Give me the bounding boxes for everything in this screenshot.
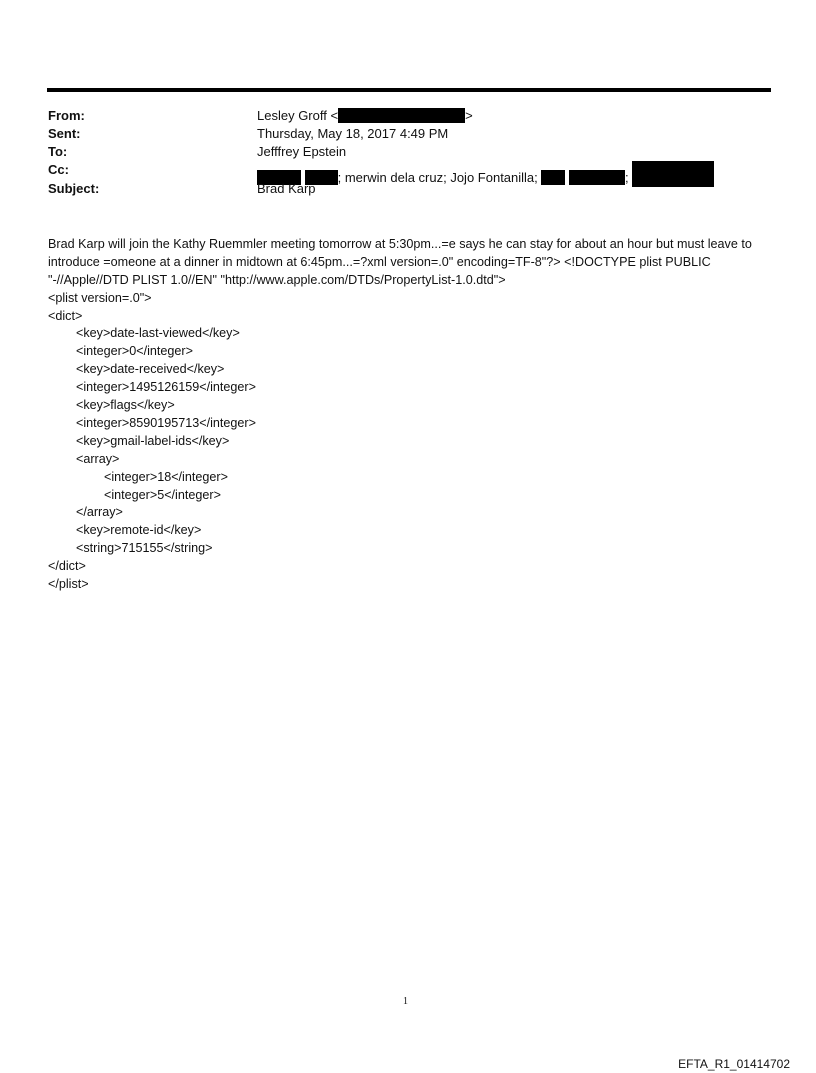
code-line: <integer>1495126159</integer> <box>48 380 256 394</box>
to-value: Jefffrey Epstein <box>257 144 347 159</box>
code-line: <string>715155</string> <box>48 541 213 555</box>
code-line: <dict> <box>48 309 83 323</box>
to-label: To: <box>48 144 68 159</box>
code-line: <integer>0</integer> <box>48 344 193 358</box>
cc-value <box>257 161 714 187</box>
message-body: Brad Karp will join the Kathy Ruemmler meeting tomorrow at 5:30pm...=e says he can stay for about an hour but must leave to introduce =omeone at a dinner in midtown at 6:45pm...=?xml version=.0" encoding=TF-8"?> <!DOCTYPE plist PUBLIC "-//Apple//DTD PLIST 1.0//EN" "http://www.apple.com/DTDs/PropertyList-1.0.dtd"> <box>48 237 752 287</box>
header-rule <box>47 88 771 92</box>
redaction-block <box>632 161 714 187</box>
code-line: <integer>18</integer> <box>48 470 228 484</box>
code-line: <integer>8590195713</integer> <box>48 416 256 430</box>
from-name: Lesley Groff < <box>257 108 339 123</box>
sent-value: Thursday, May 18, 2017 4:49 PM <box>257 126 449 141</box>
code-line: <plist version=.0"> <box>48 291 152 305</box>
redaction-block <box>338 108 465 123</box>
cc-separator: ; <box>625 170 629 185</box>
sent-label: Sent: <box>48 126 81 141</box>
redaction-block <box>541 170 565 185</box>
document-stamp: EFTA_R1_01414702 <box>678 1057 790 1071</box>
cc-label: Cc: <box>48 162 69 177</box>
from-suffix: > <box>465 108 473 123</box>
code-line: <array> <box>48 452 120 466</box>
code-line: </array> <box>48 505 123 519</box>
code-line: <key>gmail-label-ids</key> <box>48 434 230 448</box>
from-value <box>257 107 473 125</box>
from-label: From: <box>48 108 85 123</box>
code-line: </plist> <box>48 577 89 591</box>
code-line: <integer>5</integer> <box>48 488 221 502</box>
cc-names: ; merwin dela cruz; Jojo Fontanilla; <box>337 170 538 185</box>
code-line: <key>flags</key> <box>48 398 175 412</box>
subject-value: Brad Karp <box>257 181 316 196</box>
code-line: </dict> <box>48 559 86 573</box>
subject-label: Subject: <box>48 181 100 196</box>
code-line: <key>date-last-viewed</key> <box>48 326 240 340</box>
redaction-block <box>569 170 625 185</box>
code-line: <key>remote-id</key> <box>48 523 202 537</box>
page-number: 1 <box>403 996 408 1007</box>
code-line: <key>date-received</key> <box>48 362 225 376</box>
